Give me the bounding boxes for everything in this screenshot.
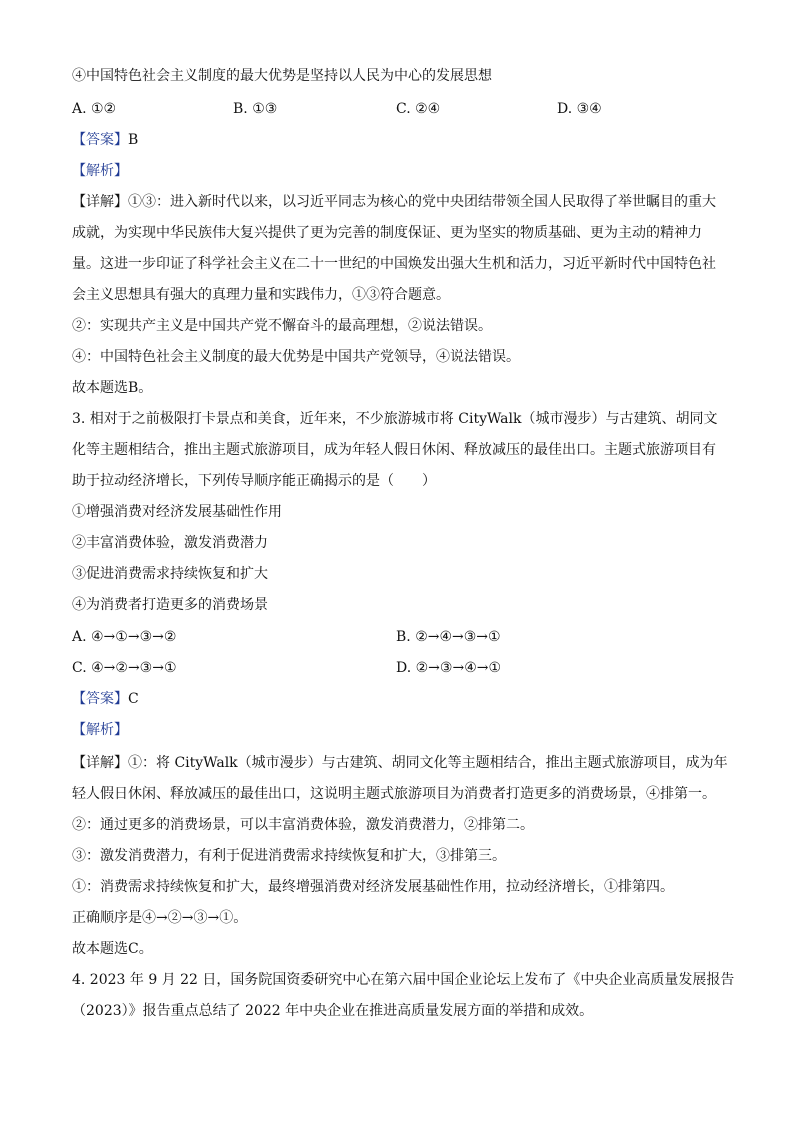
q3-detail-line: ①：消费需求持续恢复和扩大，最终增强消费对经济发展基础性作用，拉动经济增长，①排第四。 — [72, 879, 674, 895]
detail-text: ①③：进入新时代以来，以习近平同志为核心的党中央团结带领全国人民取得了举世瞩目的重大 — [128, 194, 716, 210]
q2-detail-line: ④：中国特色社会主义制度的最大优势是中国共产党领导，④说法错误。 — [72, 349, 520, 365]
q2-conclusion: 故本题选B。 — [72, 380, 153, 396]
detail-tag: 【详解】 — [72, 755, 128, 771]
q3-statement-4: ④为消费者打造更多的消费场景 — [72, 597, 268, 613]
q2-option-d: D. ③④ — [557, 101, 602, 117]
q2-answer — [72, 130, 138, 150]
q3-stem-line: 助于拉动经济增长，下列传导顺序能正确揭示的是（ ） — [72, 473, 436, 489]
detail-tag: 【详解】 — [72, 194, 128, 210]
q3-detail-line: 正确顺序是④→②→③→①。 — [72, 910, 248, 926]
answer-tag: 【答案】 — [72, 132, 128, 148]
answer-tag: 【答案】 — [72, 691, 128, 707]
q3-conclusion: 故本题选C。 — [72, 941, 153, 957]
q2-statement-4: ④中国特色社会主义制度的最大优势是坚持以人民为中心的发展思想 — [72, 68, 492, 84]
q2-analysis-tag: 【解析】 — [72, 163, 128, 179]
q3-option-c: C. ④→②→③→① — [72, 660, 177, 676]
q2-option-a: A. ①② — [72, 101, 117, 117]
q3-detail-line: ②：通过更多的消费场景，可以丰富消费体验，激发消费潜力，②排第二。 — [72, 817, 534, 833]
q2-detail-line: ②：实现共产主义是中国共产党不懈奋斗的最高理想，②说法错误。 — [72, 318, 492, 334]
q2-option-c: C. ②④ — [396, 101, 441, 117]
q4-stem-line: 4. 2023 年 9 月 22 日，国务院国资委研究中心在第六届中国企业论坛上发布了《中央企业高质量发展报告 — [72, 972, 735, 988]
q3-statement-3: ③促进消费需求持续恢复和扩大 — [72, 566, 268, 582]
q3-detail-line: 轻人假日休闲、释放减压的最佳出口，这说明主题式旅游项目为消费者打造更多的消费场景，④排第一。 — [72, 786, 716, 802]
q2-detail-line: 成就，为实现中华民族伟大复兴提供了更为完善的制度保证、更为坚实的物质基础、更为主动的精神力 — [72, 225, 702, 241]
q3-analysis-tag: 【解析】 — [72, 722, 128, 738]
q3-option-a: A. ④→①→③→② — [72, 629, 177, 645]
q3-detail-line: ③：激发消费潜力，有利于促进消费需求持续恢复和扩大，③排第三。 — [72, 848, 506, 864]
q2-detail-line — [72, 192, 716, 212]
answer-value: B — [128, 132, 139, 148]
q3-stem-line: 3. 相对于之前极限打卡景点和美食，近年来，不少旅游城市将 CityWalk（城市漫步）与古建筑、胡同文 — [72, 411, 718, 427]
q3-option-b: B. ②→④→③→① — [396, 629, 501, 645]
q2-detail-line: 会主义思想具有强大的真理力量和实践伟力，①③符合题意。 — [72, 287, 450, 303]
q3-detail-line — [72, 753, 728, 773]
q3-option-d: D. ②→③→④→① — [396, 660, 502, 676]
q3-answer — [72, 689, 139, 709]
q4-stem-line: （2023）》报告重点总结了 2022 年中央企业在推进高质量发展方面的举措和成效。 — [72, 1003, 594, 1019]
q3-statement-2: ②丰富消费体验，激发消费潜力 — [72, 535, 268, 551]
answer-value: C — [128, 691, 139, 707]
q2-detail-line: 量。这进一步印证了科学社会主义在二十一世纪的中国焕发出强大生机和活力，习近平新时代中国特色社 — [72, 256, 716, 272]
q2-option-b: B. ①③ — [233, 101, 278, 117]
q3-statement-1: ①增强消费对经济发展基础性作用 — [72, 504, 282, 520]
detail-text: ①：将 CityWalk（城市漫步）与古建筑、胡同文化等主题相结合，推出主题式旅游项目，成为年 — [128, 755, 728, 771]
q3-stem-line: 化等主题相结合，推出主题式旅游项目，成为年轻人假日休闲、释放减压的最佳出口。主题式旅游项目有 — [72, 442, 716, 458]
